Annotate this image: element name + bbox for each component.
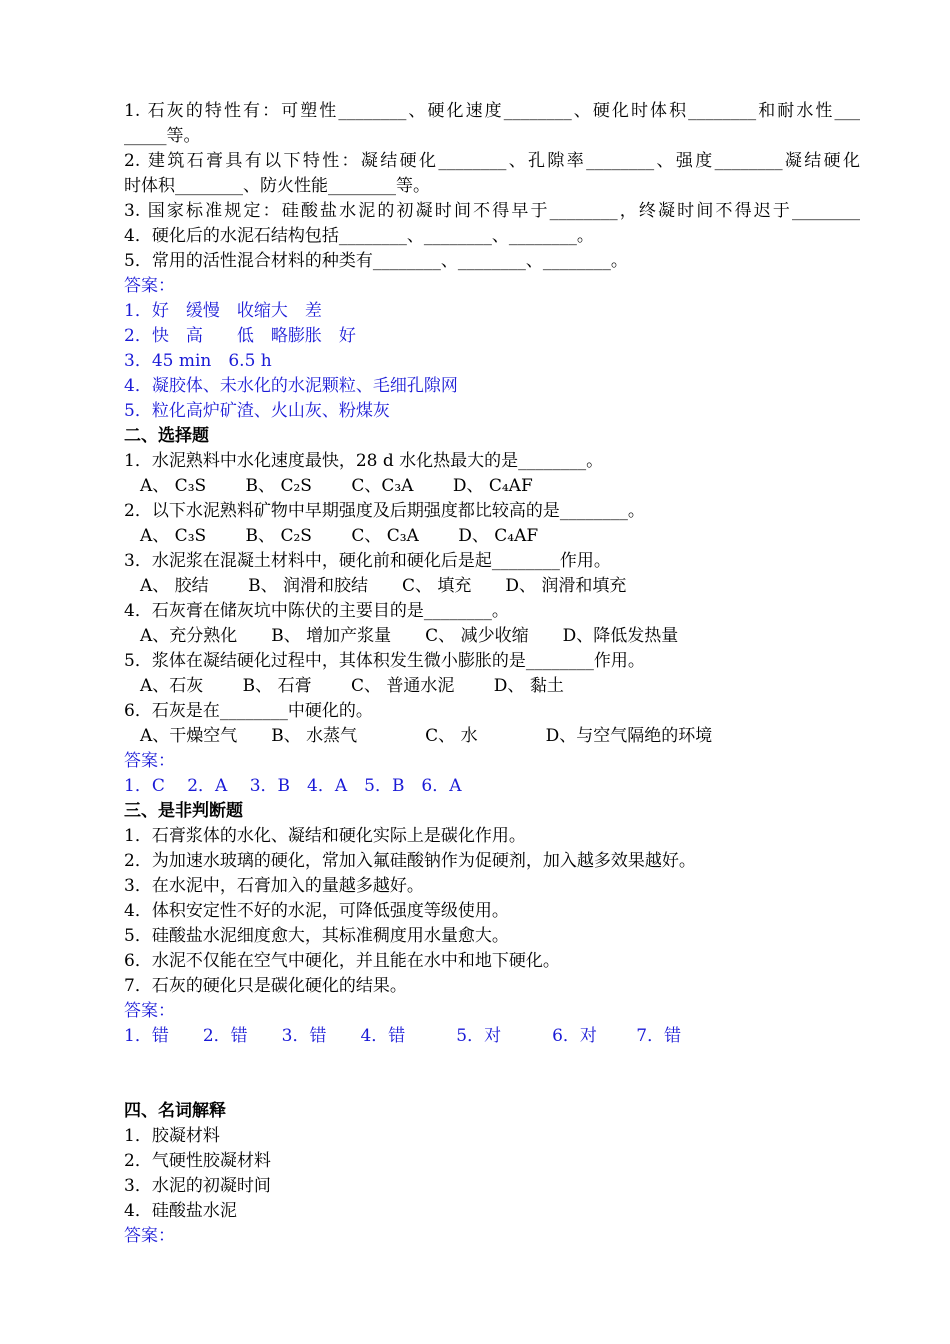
fill-answer-4: 4．凝胶体、未水化的水泥颗粒、毛细孔隙网 (124, 376, 458, 396)
judge-item-5: 5．硅酸盐水泥细度愈大，其标准稠度用水量愈大。 (124, 926, 509, 946)
choice-options-1: A、 C₃S B、 C₂S C、C₃A D、 C₄AF (140, 476, 533, 496)
judge-answer-label: 答案： (124, 1001, 175, 1021)
choice-answers: 1．C 2．A 3．B 4．A 5．B 6．A (124, 776, 462, 796)
fill-answer-3: 3．45 min 6.5 h (124, 351, 272, 371)
choice-question-3: 3．水泥浆在混凝土材料中，硬化前和硬化后是起________作用。 (124, 551, 611, 571)
choice-heading: 二、选择题 (124, 426, 209, 446)
fill-answer-1: 1．好 缓慢 收缩大 差 (124, 301, 322, 321)
fill-question-3: 3. 国家标准规定：硅酸盐水泥的初凝时间不得早于________，终凝时间不得迟于________ (124, 201, 860, 221)
choice-options-6: A、干燥空气 B、 水蒸气 C、 水 D、与空气隔绝的环境 (140, 726, 713, 746)
terms-item-4: 4．硅酸盐水泥 (124, 1201, 237, 1221)
choice-question-5: 5．浆体在凝结硬化过程中，其体积发生微小膨胀的是________作用。 (124, 651, 645, 671)
choice-question-1: 1．水泥熟料中水化速度最快，28 d 水化热最大的是________。 (124, 451, 604, 471)
terms-heading: 四、名词解释 (124, 1101, 226, 1121)
terms-item-3: 3．水泥的初凝时间 (124, 1176, 271, 1196)
terms-item-1: 1．胶凝材料 (124, 1126, 220, 1146)
judge-item-6: 6．水泥不仅能在空气中硬化，并且能在水中和地下硬化。 (124, 951, 560, 971)
judge-item-3: 3．在水泥中，石膏加入的量越多越好。 (124, 876, 424, 896)
judge-item-4: 4．体积安定性不好的水泥，可降低强度等级使用。 (124, 901, 509, 921)
choice-question-2: 2．以下水泥熟料矿物中早期强度及后期强度都比较高的是________。 (124, 501, 645, 521)
terms-item-2: 2．气硬性胶凝材料 (124, 1151, 271, 1171)
judge-item-7: 7．石灰的硬化只是碳化硬化的结果。 (124, 976, 407, 996)
fill-question-4: 4．硬化后的水泥石结构包括________、________、________。 (124, 226, 594, 246)
fill-question-2-line-2: 时体积________、防火性能________等。 (124, 176, 430, 196)
fill-question-1-line-1: 1. 石灰的特性有：可塑性________、硬化速度________、硬化时体积________和耐水性___ (124, 101, 860, 121)
choice-options-5: A、石灰 B、 石膏 C、 普通水泥 D、 黏土 (140, 676, 564, 696)
fill-answer-label: 答案： (124, 276, 175, 296)
choice-options-4: A、充分熟化 B、 增加产浆量 C、 减少收缩 D、降低发热量 (140, 626, 679, 646)
fill-question-2-line-1: 2. 建筑石膏具有以下特性：凝结硬化________、孔隙率________、强度________凝结硬化 (124, 151, 860, 171)
choice-question-4: 4．石灰膏在储灰坑中陈伏的主要目的是________。 (124, 601, 509, 621)
fill-answer-2: 2．快 高 低 略膨胀 好 (124, 326, 356, 346)
fill-question-5: 5．常用的活性混合材料的种类有________、________、________。 (124, 251, 628, 271)
choice-options-2: A、 C₃S B、 C₂S C、 C₃A D、 C₄AF (140, 526, 539, 546)
choice-question-6: 6．石灰是在________中硬化的。 (124, 701, 373, 721)
fill-question-1-line-2: _____等。 (124, 126, 201, 146)
judge-item-2: 2．为加速水玻璃的硬化，常加入氟硅酸钠作为促硬剂，加入越多效果越好。 (124, 851, 696, 871)
judge-heading: 三、是非判断题 (124, 801, 243, 821)
judge-answers: 1．错 2．错 3．错 4．错 5．对 6．对 7．错 (124, 1026, 682, 1046)
terms-answer-label: 答案： (124, 1226, 175, 1246)
choice-answer-label: 答案： (124, 751, 175, 771)
choice-options-3: A、 胶结 B、 润滑和胶结 C、 填充 D、 润滑和填充 (140, 576, 627, 596)
judge-item-1: 1．石膏浆体的水化、凝结和硬化实际上是碳化作用。 (124, 826, 526, 846)
fill-answer-5: 5．粒化高炉矿渣、火山灰、粉煤灰 (124, 401, 390, 421)
